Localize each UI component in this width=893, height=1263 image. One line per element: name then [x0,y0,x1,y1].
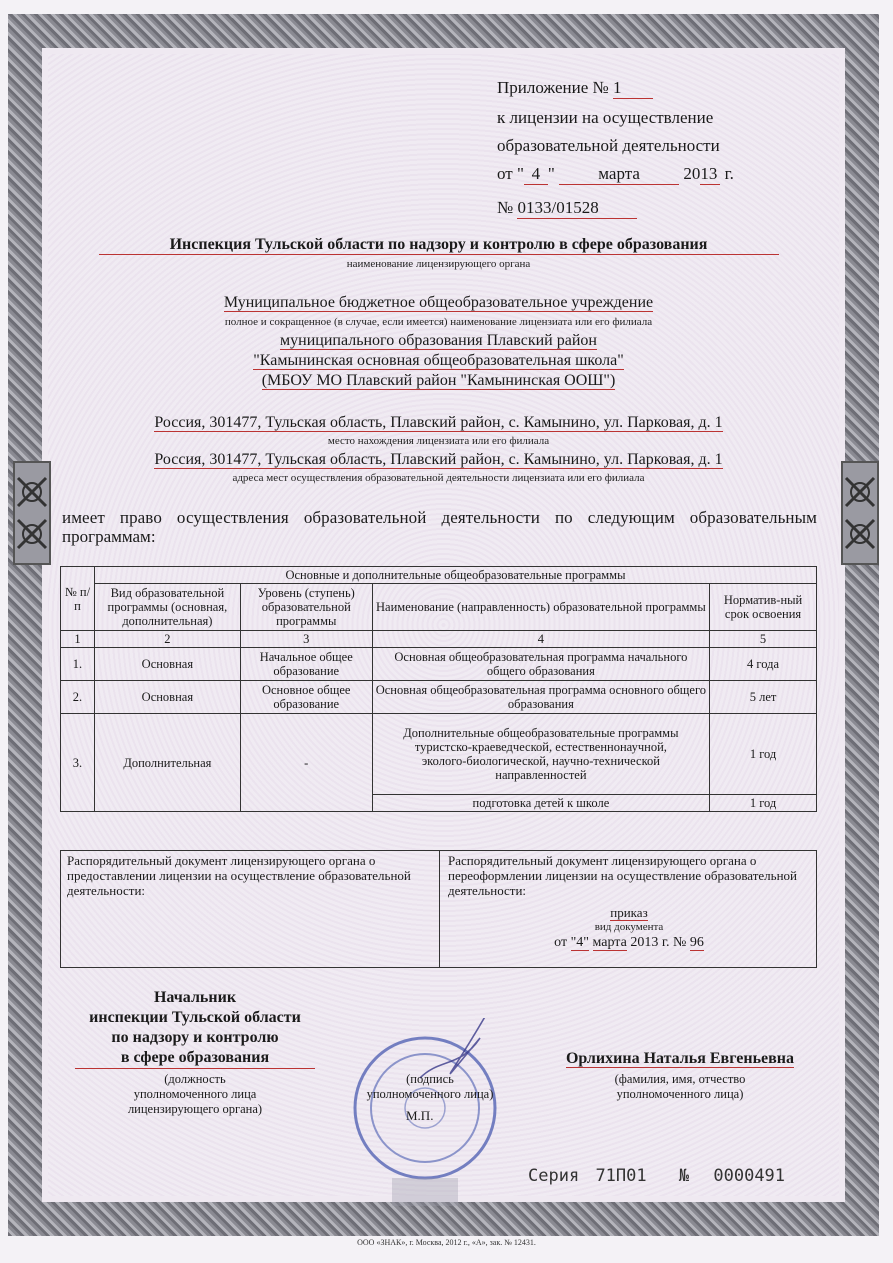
row-name: Основная общеобразовательная программа начального общего образования [372,648,709,681]
order-date-year: 2013 г. № [630,935,687,950]
licensee-line3: "Камынинская основная общеобразовательная школа" [253,352,624,369]
order-right-text: Распорядительный документ лицензирующего органа о переоформлении лицензии на осуществление образовательной деятельности: [448,853,797,898]
order-doc-type-caption: вид документа [594,921,664,933]
row-num: 1. [61,648,95,681]
sign-caption1: (подпись [406,1072,454,1086]
series-number: 0000491 [713,1166,786,1186]
knot-ornament-left-icon [10,458,54,568]
appendix-label [497,78,653,99]
date-prefix: от " [497,164,524,183]
order-date-day: "4" [570,935,590,950]
activity-location-row [60,451,817,469]
rights-line1: имеет право осуществления образовательной деятельности по следующим образовательным [62,508,817,527]
row-level: Основное общее образование [240,681,372,714]
signer-position [60,988,330,1069]
licensee-caption: полное и сокращенное (в случае, если имеется) наименование лицензиата или его филиала [224,316,653,328]
order-left-text: Распорядительный документ лицензирующего органа о предоставлении лицензии на осуществление образовательной деятельности: [67,853,411,898]
row-name: подготовка детей к школе [372,795,709,812]
date-year-suffix: 13 [700,164,720,185]
table-header-row [61,567,817,584]
appendix-number: 1 [613,78,653,99]
authority-caption: наименование лицензирующего органа [346,258,531,270]
col-number: 5 [710,631,817,648]
stamp-label: М.П. [406,1108,434,1123]
authority-name: Инспекция Тульской области по надзору и контролю в сфере образования [99,236,779,255]
row-term: 1 год [710,714,817,795]
location-row [60,414,817,432]
header-kind: Вид образовательной программы (основная, дополнительная) [94,584,240,631]
date-year-unit: г. [724,164,734,183]
date-year-prefix: 20 [683,164,701,183]
row-term: 5 лет [710,681,817,714]
signer-name: Орлихина Наталья Евгеньевна [565,1050,794,1067]
signer-position-caption [60,1072,330,1117]
activity-location-caption: адреса мест осуществления образовательной деятельности лицензиата или его филиала [232,472,645,484]
date-quote: " [547,164,555,183]
series-num-label: № [678,1166,690,1186]
col-number: 1 [61,631,95,648]
header-num: № п/п [61,567,95,631]
header-name: Наименование (направленность) образовательной программы [372,584,709,631]
order-doc-type: приказ [610,905,648,920]
row-num: 3. [61,714,95,812]
signer-position-l1: Начальник [153,989,237,1006]
col-number: 3 [240,631,372,648]
location-address: Россия, 301477, Тульская область, Плавский район, с. Камынино, ул. Парковая, д. 1 [154,414,723,431]
row-kind: Основная [94,681,240,714]
sign-caption2: уполномоченного лица) [366,1087,494,1101]
table-row [61,681,817,714]
row-term: 1 год [710,795,817,812]
col-number: 4 [372,631,709,648]
date-month: марта [559,164,679,185]
table-row [61,714,817,795]
position-caption2: уполномоченного лица [133,1087,257,1101]
activity-location-address: Россия, 301477, Тульская область, Плавский район, с. Камынино, ул. Парковая, д. 1 [154,451,723,468]
date-day: 4 [524,164,548,185]
licensee-line3-row [60,352,817,370]
signer-position-l2: инспекции Тульской области [89,1009,301,1026]
appendix-date [497,164,734,185]
table-header-row [61,584,817,631]
appendix-line3: образовательной деятельности [497,136,720,155]
license-number-label: № [497,198,514,217]
header-level: Уровень (ступень) образовательной программы [240,584,372,631]
row-name: Дополнительные общеобразовательные программы туристско-краеведческой, естественнонаучной, эколого-биологической, научно-технической направленностей [372,714,709,795]
appendix-line2: к лицензии на осуществление [497,108,714,127]
row-kind: Основная [94,648,240,681]
series-label: Серия [528,1166,580,1186]
row-level: Начальное общее образование [240,648,372,681]
license-number: 0133/01528 [517,198,637,219]
licensee-line1: Муниципальное бюджетное общеобразовательное учреждение [223,294,654,311]
license-number-row [497,198,637,219]
table-col-number-row [61,631,817,648]
signer-position-l3: по надзору и контролю [111,1029,279,1046]
position-caption3: лицензирующего органа) [127,1102,263,1116]
rights-line2: программам: [62,527,156,546]
signer-position-l4: в сфере образования [75,1048,315,1069]
row-num: 2. [61,681,95,714]
col-number: 2 [94,631,240,648]
row-level: - [240,714,372,812]
signer-name-caption [540,1072,820,1102]
location-caption: место нахождения лицензиата или его филиала [327,435,550,447]
header-term: Норматив-ный срок освоения [710,584,817,631]
row-kind: Дополнительная [94,714,240,812]
series-value: 71П01 [595,1166,647,1186]
order-date-prefix: от [554,935,568,950]
table-row [61,648,817,681]
order-date-month: марта [592,935,627,950]
signature-caption [355,1072,505,1102]
row-name: Основная общеобразовательная программа основного общего образования [372,681,709,714]
order-date-row [440,935,818,951]
programs-table [60,566,817,812]
order-box-left [60,850,440,968]
order-doc-type-row [440,905,818,921]
authority-name-row [60,236,817,255]
printer-imprint: ООО «ЗНАК», г. Москва, 2012 г., «А», зак. № 12431. [357,1238,536,1247]
licensee-line2: муниципального образования Плавский район [280,332,597,349]
appendix-label-text: Приложение № [497,78,609,97]
licensee-line4: (МБОУ МО Плавский район "Камынинская ООШ") [261,372,616,389]
licensee-line1-row [60,294,817,312]
name-caption1: (фамилия, имя, отчество [614,1072,746,1086]
licensee-line4-row [60,372,817,390]
licensee-line2-row [60,332,817,350]
order-doc-number: 96 [689,935,704,950]
signer-name-row [540,1050,820,1068]
position-caption1: (должность [164,1072,226,1086]
series-row [528,1166,785,1186]
name-caption2: уполномоченного лица) [616,1087,744,1101]
row-term: 4 года [710,648,817,681]
order-box-right [439,850,817,968]
header-group: Основные и дополнительные общеобразовательные программы [94,567,816,584]
knot-ornament-right-icon [838,458,882,568]
